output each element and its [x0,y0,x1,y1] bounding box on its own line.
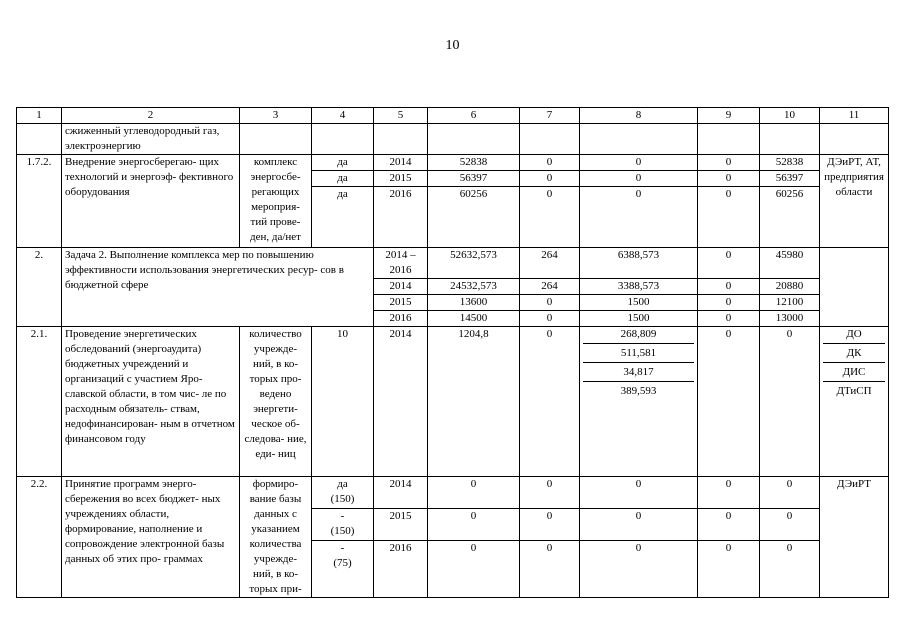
cell-c10: 20880 [760,279,820,295]
header-cell: 7 [520,108,580,124]
cell-value: да [312,155,374,171]
cell-year: 2014 [374,279,428,295]
cell-c8: 0 [580,155,698,171]
cell-c7: 0 [520,171,580,187]
cell-c6: 0 [428,477,520,509]
cell-c7: 0 [520,155,580,171]
divider [583,362,694,363]
cell-num: 2.1. [17,327,62,477]
cell-c7: 0 [520,327,580,477]
page-number: 10 [445,38,460,53]
divider [823,343,885,344]
executor-item: ДИС [842,366,866,378]
cell-c6: 24532,573 [428,279,520,295]
header-cell: 1 [17,108,62,124]
c8-value: 268,809 [620,328,657,340]
cell-c8: 1500 [580,295,698,311]
cell-value: да [312,171,374,187]
cell-year: 2014 [374,327,428,477]
cell-c8: 0 [580,540,698,597]
cell-c7: 264 [520,279,580,295]
cell-c7: 0 [520,311,580,327]
header-cell: 5 [374,108,428,124]
cell-c10: 13000 [760,311,820,327]
divider [583,343,694,344]
cell-desc: Внедрение энергосберегаю- щих технологий и энергоэф- фективного оборудования [62,155,240,248]
cell-executor: ДЭиРТ, АТ, предприятия области [820,155,889,248]
divider [823,381,885,382]
cell-c10: 0 [760,477,820,509]
cell-c6: 60256 [428,187,520,248]
cell-desc: сжиженный углеводородный газ, электроэнергию [62,124,240,155]
cell-c6: 1204,8 [428,327,520,477]
cell-indicator: комплекс энергосбе- регающих мероприя- тий прове- ден, да/нет [240,155,312,248]
header-cell: 8 [580,108,698,124]
cell-c10: 45980 [760,248,820,279]
cell-indicator: количество учрежде- ний, в ко- торых про- ведено энергети- ческое об- следова- ние, еди- ниц [240,327,312,477]
table-row [17,327,889,477]
cell-num: 2.2. [17,477,62,598]
table-row [17,124,889,155]
cell-value: да (150) [312,477,374,509]
cell-c9: 0 [698,187,760,248]
cell-c9: 0 [698,311,760,327]
cell-c10: 0 [760,540,820,597]
cell-c10: 56397 [760,171,820,187]
cell-value: да [312,187,374,248]
cell-year: 2015 [374,171,428,187]
c8-value: 34,817 [623,366,654,378]
cell-c6: 0 [428,540,520,597]
cell-executor [820,327,889,477]
cell-c9: 0 [698,508,760,540]
cell-c8: 1500 [580,311,698,327]
cell-c9: 0 [698,295,760,311]
table-row [17,477,889,509]
cell-c6: 52838 [428,155,520,171]
cell-indicator: формиро- вание базы данных с указанием количества учрежде- ний, в ко- торых при- [240,477,312,598]
cell-c7: 0 [520,295,580,311]
cell-year: 2016 [374,311,428,327]
header-row [17,108,889,124]
cell-c6: 56397 [428,171,520,187]
cell-c9: 0 [698,279,760,295]
cell-c7: 0 [520,477,580,509]
executor-item: ДК [846,347,862,359]
cell-year: 2014 [374,155,428,171]
c8-value: 389,593 [620,385,657,397]
cell-c10: 52838 [760,155,820,171]
cell-c10: 0 [760,508,820,540]
cell-c8: 0 [580,171,698,187]
cell-task: Задача 2. Выполнение комплекса мер по повышению эффективности использования энергетических ресур- сов в бюджетной сфере [62,248,374,327]
cell-c6: 13600 [428,295,520,311]
cell-year: 2015 [374,295,428,311]
cell-c9: 0 [698,477,760,509]
cell-year: 2016 [374,540,428,597]
cell-executor [820,248,889,327]
header-cell: 4 [312,108,374,124]
cell-c9: 0 [698,171,760,187]
cell-c9: 0 [698,540,760,597]
cell-num: 1.7.2. [17,155,62,248]
header-cell: 3 [240,108,312,124]
divider [823,362,885,363]
executor-item: ДТиСП [836,385,872,397]
cell-c10: 0 [760,327,820,477]
cell-c7: 0 [520,540,580,597]
table-row [17,248,889,279]
cell-c8: 3388,573 [580,279,698,295]
cell-year: 2014 [374,477,428,509]
cell-c10: 60256 [760,187,820,248]
cell-c9: 0 [698,327,760,477]
cell-c6: 0 [428,508,520,540]
cell-c8: 6388,573 [580,248,698,279]
cell-c7: 264 [520,248,580,279]
divider [583,381,694,382]
cell-c9: 0 [698,155,760,171]
cell-desc: Принятие программ энерго- сбережения во всех бюджет- ных учреждениях области, формирование, наполнение и сопровождение электронной базы данных об этих про- граммах [62,477,240,598]
cell-year: 2015 [374,508,428,540]
cell-c7: 0 [520,187,580,248]
cell-c9: 0 [698,248,760,279]
program-table [16,107,889,598]
cell-desc: Проведение энергетических обследований (энергоаудита) бюджетных учреждений и организаций с участием Яро- славской области, в том чис- ле по расходным обязатель- ствам, недофинансирован- ным в отчетном финансовом году [62,327,240,477]
cell-c8: 0 [580,187,698,248]
cell-year: 2016 [374,187,428,248]
cell-c6: 14500 [428,311,520,327]
header-cell: 10 [760,108,820,124]
header-cell: 11 [820,108,889,124]
cell-num: 2. [17,248,62,327]
cell-c6: 52632,573 [428,248,520,279]
header-cell: 6 [428,108,520,124]
cell-c10: 12100 [760,295,820,311]
cell-c8: 0 [580,477,698,509]
cell-c7: 0 [520,508,580,540]
cell-year: 2014 – 2016 [374,248,428,279]
table-row [17,155,889,171]
executor-item: ДО [846,328,862,340]
c8-value: 511,581 [620,347,657,359]
cell-c8 [580,327,698,477]
cell-value: 10 [312,327,374,477]
cell-value: - (75) [312,540,374,597]
header-cell: 2 [62,108,240,124]
cell-value: - (150) [312,508,374,540]
header-cell: 9 [698,108,760,124]
cell-c8: 0 [580,508,698,540]
cell-executor: ДЭиРТ [820,477,889,598]
